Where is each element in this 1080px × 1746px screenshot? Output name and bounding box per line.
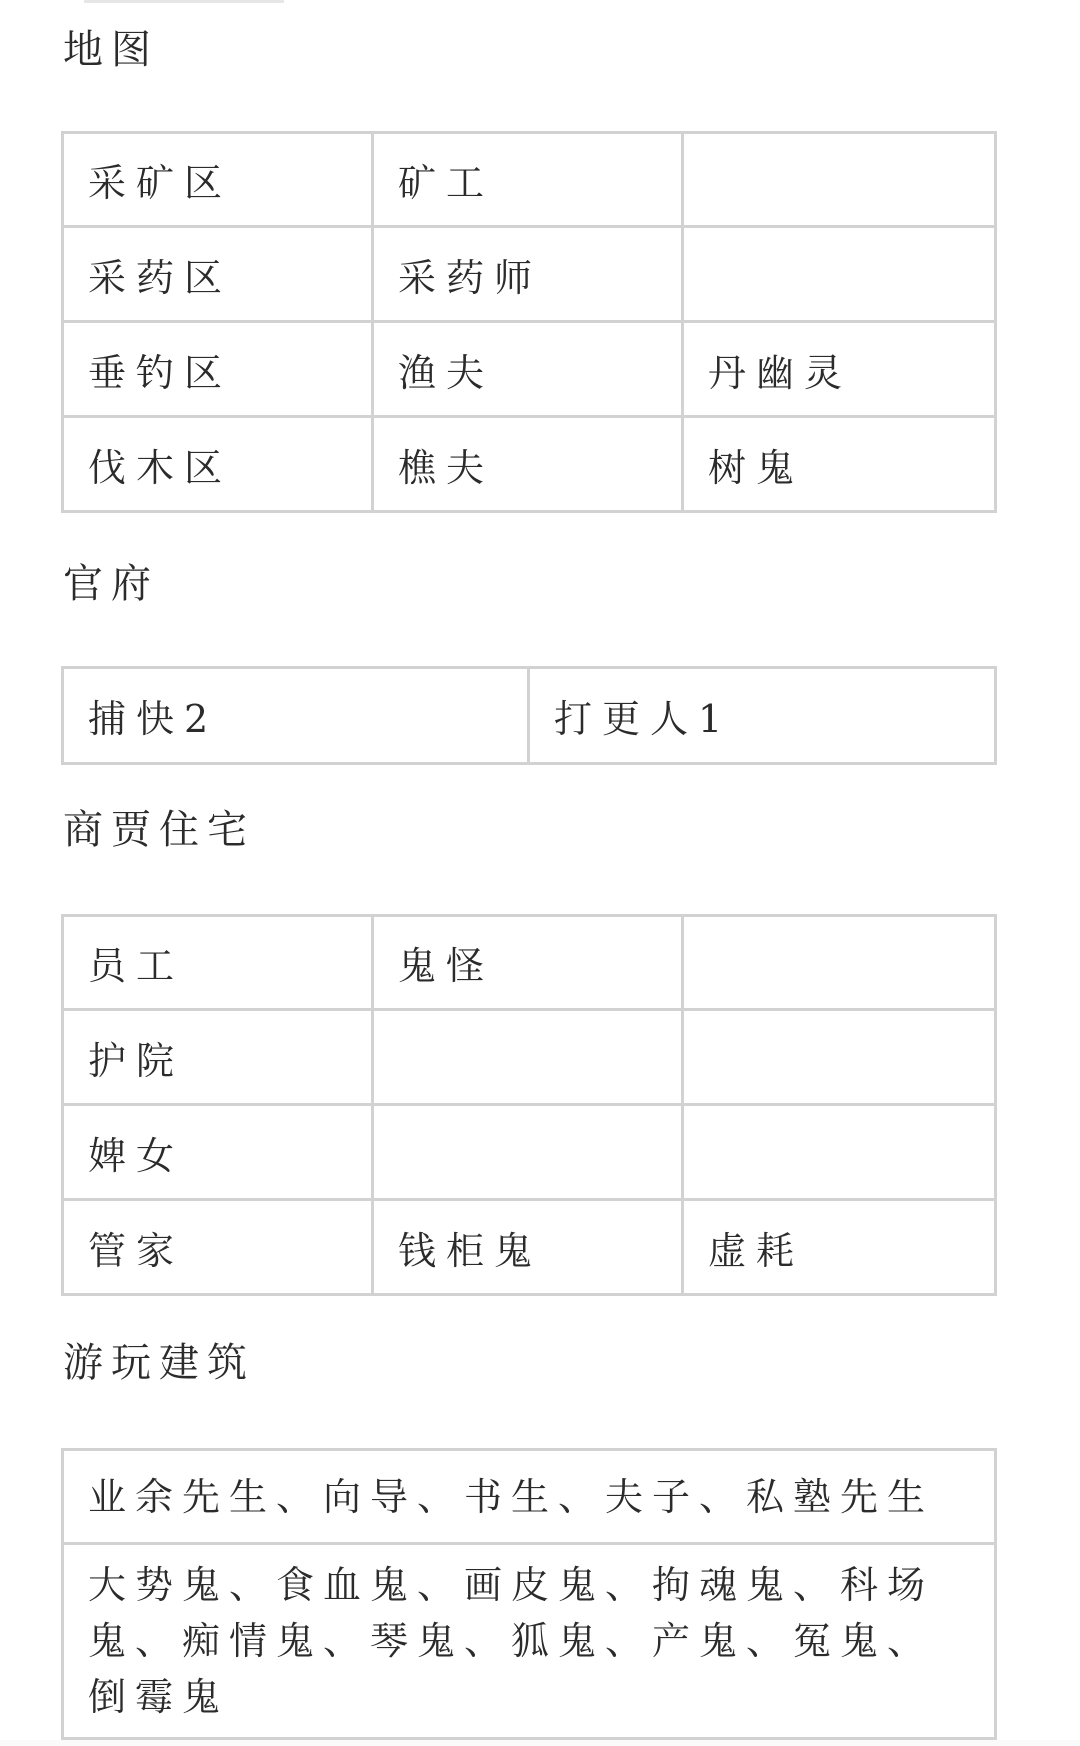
table-cell: 鬼怪 bbox=[373, 916, 683, 1010]
table-row bbox=[63, 227, 996, 322]
table-cell: 护院 bbox=[63, 1010, 373, 1105]
merchant-residence-table bbox=[61, 914, 997, 1296]
table-row bbox=[63, 1010, 996, 1105]
table-row bbox=[63, 1200, 996, 1295]
table-row bbox=[63, 417, 996, 512]
government-table bbox=[61, 666, 997, 765]
table-cell: 伐木区 bbox=[63, 417, 373, 512]
table-cell: 钱柜鬼 bbox=[373, 1200, 683, 1295]
table-cell: 捕快2 bbox=[63, 668, 529, 764]
table-cell: 业余先生、向导、书生、夫子、私塾先生 bbox=[63, 1450, 996, 1544]
table-cell: 管家 bbox=[63, 1200, 373, 1295]
table-cell: 矿工 bbox=[373, 133, 683, 227]
section-title-government: 官府 bbox=[63, 561, 159, 607]
table-cell: 打更人1 bbox=[529, 668, 996, 764]
table-cell: 渔夫 bbox=[373, 322, 683, 417]
table-cell bbox=[373, 1010, 683, 1105]
section-title-map: 地图 bbox=[63, 27, 159, 73]
map-table bbox=[61, 131, 997, 513]
table-cell bbox=[683, 1010, 996, 1105]
table-cell bbox=[683, 1105, 996, 1200]
table-cell bbox=[373, 1105, 683, 1200]
bottom-edge bbox=[0, 1740, 1080, 1746]
table-cell: 樵夫 bbox=[373, 417, 683, 512]
table-cell bbox=[683, 916, 996, 1010]
table-row bbox=[63, 1544, 996, 1739]
table-cell: 树鬼 bbox=[683, 417, 996, 512]
table-cell: 婢女 bbox=[63, 1105, 373, 1200]
table-row bbox=[63, 916, 996, 1010]
table-cell: 大势鬼、食血鬼、画皮鬼、拘魂鬼、科场鬼、痴情鬼、琴鬼、狐鬼、产鬼、冤鬼、倒霉鬼 bbox=[63, 1544, 996, 1739]
table-row bbox=[63, 322, 996, 417]
table-cell bbox=[683, 133, 996, 227]
table-cell: 采药区 bbox=[63, 227, 373, 322]
table-row bbox=[63, 1105, 996, 1200]
entertainment-buildings-table bbox=[61, 1448, 997, 1740]
table-cell: 采矿区 bbox=[63, 133, 373, 227]
section-title-merchant-residence: 商贾住宅 bbox=[63, 807, 255, 853]
table-cell: 采药师 bbox=[373, 227, 683, 322]
table-cell: 丹幽灵 bbox=[683, 322, 996, 417]
table-cell: 垂钓区 bbox=[63, 322, 373, 417]
table-row bbox=[63, 133, 996, 227]
section-title-entertainment-buildings: 游玩建筑 bbox=[63, 1340, 255, 1386]
table-row bbox=[63, 668, 996, 764]
table-cell: 虚耗 bbox=[683, 1200, 996, 1295]
table-cell bbox=[683, 227, 996, 322]
top-divider bbox=[84, 0, 284, 3]
table-cell: 员工 bbox=[63, 916, 373, 1010]
table-row bbox=[63, 1450, 996, 1544]
